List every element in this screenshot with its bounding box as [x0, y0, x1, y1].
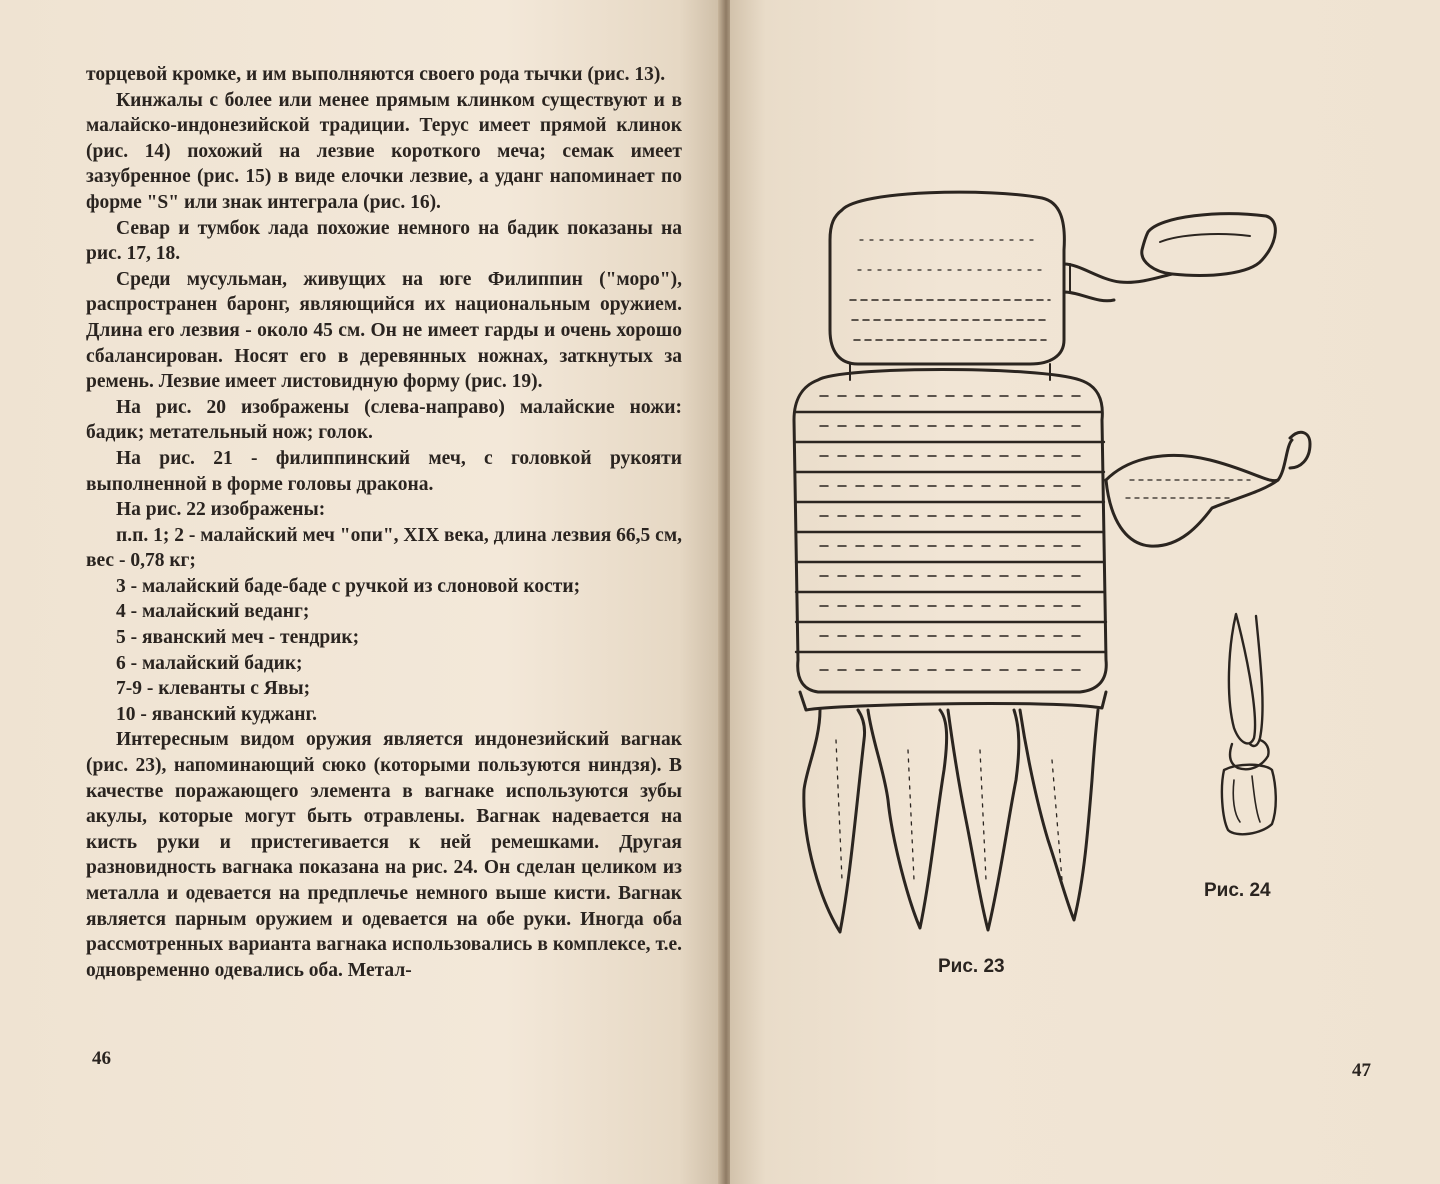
figure-23-caption: Рис. 23: [938, 956, 1005, 977]
page-number-right: 47: [1352, 1060, 1371, 1081]
list-item: 10 - яванский куджанг.: [116, 703, 318, 725]
figure-24-metal-wagnak-illustration: [1210, 608, 1320, 838]
paragraph: торцевой кромке, и им выполняются своего рода тычки (рис. 13).: [86, 64, 666, 85]
paragraph: Кинжалы с более или менее прямым клинком существуют и в малайско-индонезийской традиции. Терус имеет прямой клинок (рис. 14) похожий на лезвие короткого меча; семак имеет зазубренное (рис. 15) в виде елочки лезвие, а уданг напоминает по форме "S" или знак интеграла (рис. 16).: [86, 89, 682, 213]
left-page-text: [86, 62, 682, 983]
paragraph: Среди мусульман, живущих на юге Филиппин ("моро"), распространен баронг, являющийся их национальным оружием. Длина его лезвия - около 45 см. Он не имеет гарды и очень хорошо сбалансирован. Носят его в деревянных ножнах, заткнутых за ремень. Лезвие имеет листовидную форму (рис. 19).: [86, 268, 682, 393]
list-item: 3 - малайский баде-баде с ручкой из слоновой кости;: [116, 575, 581, 597]
paragraph: На рис. 21 - филиппинский меч, с головкой рукояти выполненной в форме головы дракона.: [86, 447, 682, 495]
list-item: п.п. 1; 2 - малайский меч "опи", XIX века, длина лезвия 66,5 см, вес - 0,78 кг;: [86, 524, 682, 572]
figure-24-caption: Рис. 24: [1204, 880, 1271, 901]
paragraph: Интересным видом оружия является индонезийский вагнак (рис. 23), напоминающий сюко (которыми пользуются ниндзя). В качестве поражающего элемента в вагнаке используются зубы акулы, которые могут быть отравлены. Вагнак надевается на кисть руки и пристегивается к ней ремешками. Другая разновидность вагнака показана на рис. 24. Он сделан целиком из металла и одевается на предплечье немного выше кисти. Вагнак является парным оружием и одевается на обе руки. Иногда оба рассмотренных варианта вагнака использовались в комплексе, т.е. одновременно одевались оба. Метал-: [86, 729, 682, 981]
list-item: 4 - малайский веданг;: [116, 601, 310, 623]
paragraph: На рис. 22 изображены:: [116, 499, 326, 521]
paragraph: На рис. 20 изображены (слева-направо) малайские ножи: бадик; метательный нож; голок.: [86, 396, 682, 444]
list-item: 6 - малайский бадик;: [116, 652, 303, 674]
list-item: 7-9 - клеванты с Явы;: [116, 678, 311, 700]
list-item: 5 - яванский меч - тендрик;: [116, 627, 360, 649]
right-page: [730, 0, 1440, 1184]
page-number-left: 46: [92, 1048, 111, 1069]
paragraph: Севар и тумбок лада похожие немного на бадик показаны на рис. 17, 18.: [86, 217, 682, 265]
